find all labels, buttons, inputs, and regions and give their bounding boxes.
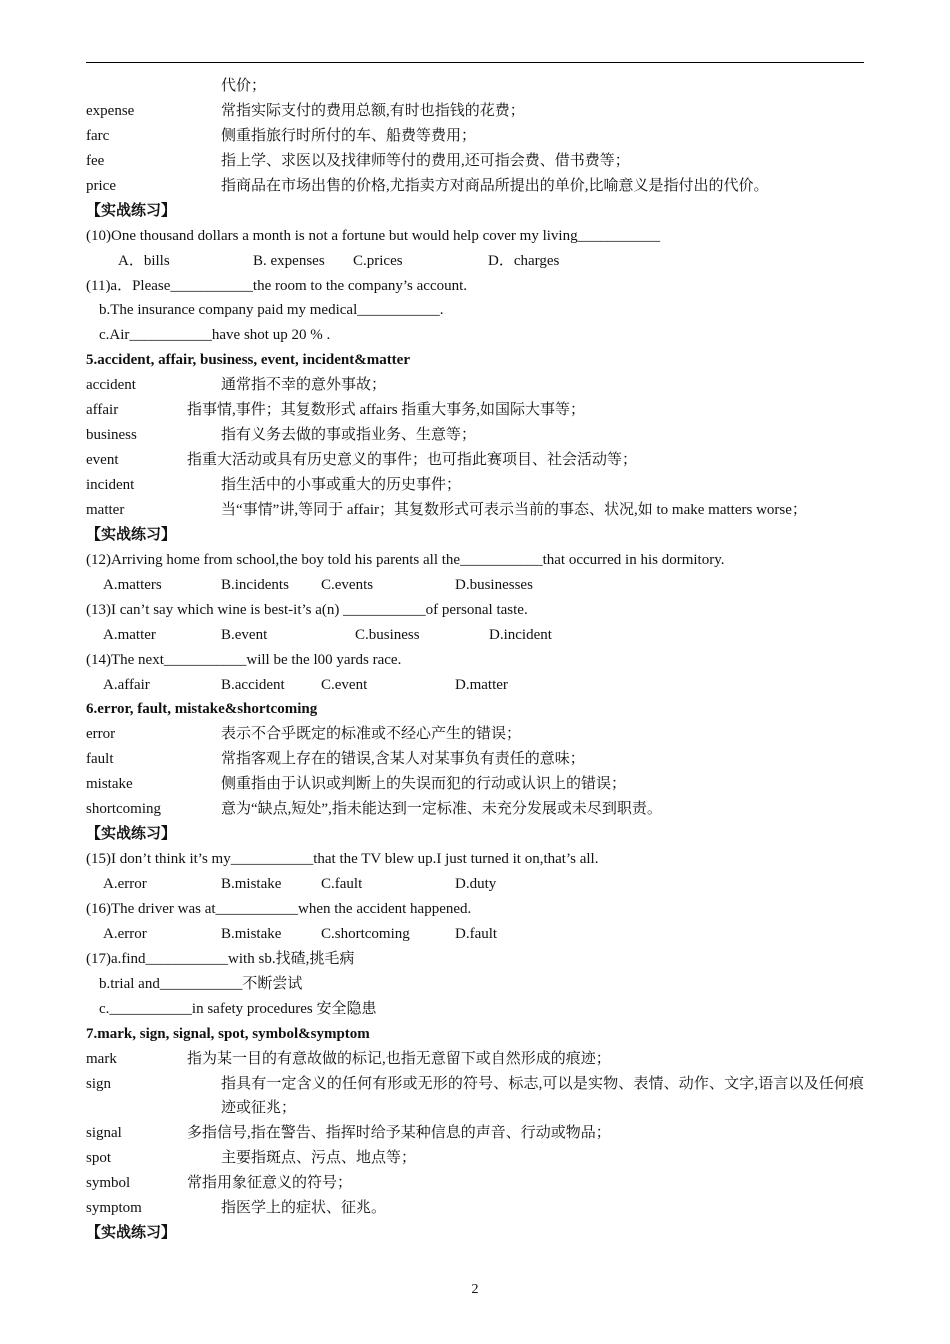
definition-row <box>86 448 864 473</box>
definition-term: symptom <box>86 1200 142 1217</box>
definition-text: 指生活中的小事或重大的历史事件； <box>221 477 462 493</box>
definition-text: 指上学、求医以及找律师等付的费用,还可指会费、借书费等； <box>221 152 630 169</box>
definition-text: 指具有一定含义的任何有形或无形的符号、标志,可以是实物、表情、动作、文字,语言以及任何痕迹或征兆； <box>221 1075 864 1117</box>
option-d: D.matter <box>455 676 508 693</box>
definition-row <box>86 498 864 523</box>
practice-label: 【实战练习】 <box>86 826 177 843</box>
definition-row <box>86 722 864 747</box>
question-16-stem: (16)The driver was at___________when the accident happened. <box>86 900 472 917</box>
option-d: D.duty <box>455 876 497 893</box>
page-number: 2 <box>471 1282 479 1297</box>
definition-row <box>86 1072 864 1122</box>
definition-term: mistake <box>86 776 133 793</box>
definition-text: 常指客观上存在的错误,含某人对某事负有责任的意味； <box>221 751 585 768</box>
option-b: B.accident <box>221 676 285 693</box>
option-a: A.error <box>103 876 147 893</box>
definition-row <box>86 99 864 124</box>
section-7-heading: 7.mark, sign, signal, spot, symbol&symptom <box>86 1025 370 1042</box>
header-rule <box>86 62 864 63</box>
question-12-options <box>86 573 864 598</box>
question-11-c: c.Air___________have shot up 20 % . <box>99 327 331 344</box>
option-b: B.mistake <box>221 925 282 942</box>
section-5-heading: 5.accident, affair, business, event, incident&matter <box>86 352 410 369</box>
option-b: B.event <box>221 626 268 643</box>
question-17-b: b.trial and___________不断尝试 <box>99 975 303 992</box>
definition-row <box>86 747 864 772</box>
option-d: D.incident <box>489 626 552 643</box>
question-15-options <box>86 872 864 897</box>
definition-term: affair <box>86 402 119 419</box>
question-15-stem: (15)I don’t think it’s my___________that the TV blew up.I just turned it on,that’s all. <box>86 851 599 868</box>
option-c: C.business <box>355 626 420 643</box>
definition-term: sign <box>86 1075 112 1092</box>
definition-term: matter <box>86 501 125 518</box>
definition-row <box>86 1146 864 1171</box>
continuation-line: 代价； <box>221 78 267 94</box>
option-b: B.incidents <box>221 576 289 593</box>
definition-text: 当“事情”讲,等同于 affair；其复数形式可表示当前的事态、状况,如 to make matters worse； <box>221 501 807 518</box>
definition-text: 侧重指旅行时所付的车、船费等费用； <box>221 127 477 144</box>
question-16-options <box>86 922 864 947</box>
definition-term: error <box>86 726 116 743</box>
option-c: C.prices <box>353 252 403 269</box>
definition-row <box>86 373 864 398</box>
question-10-options <box>86 249 864 274</box>
question-13-stem: (13)I can’t say which wine is best-it’s a(n) ___________of personal taste. <box>86 601 528 618</box>
definition-term: mark <box>86 1050 117 1067</box>
definition-row <box>86 174 864 199</box>
definition-text: 常指用象征意义的符号； <box>187 1175 353 1192</box>
definition-text: 指重大活动或具有历史意义的事件；也可指此赛项目、社会活动等； <box>187 452 638 469</box>
practice-label: 【实战练习】 <box>86 1225 177 1242</box>
option-c: C.event <box>321 676 368 693</box>
definition-term: expense <box>86 102 135 119</box>
definition-text: 侧重指由于认识或判断上的失误而犯的行动或认识上的错误； <box>221 776 627 793</box>
option-a: A.matters <box>103 576 162 593</box>
page-content <box>86 74 864 1246</box>
question-13-options <box>86 623 864 648</box>
option-d: D．charges <box>488 252 560 269</box>
definition-text: 意为“缺点,短处”,指未能达到一定标准、未充分发展或未尽到职责。 <box>221 801 662 818</box>
option-c: C.shortcoming <box>321 925 410 942</box>
question-12-stem: (12)Arriving home from school,the boy told his parents all the___________that occurred in his dormitory. <box>86 551 725 568</box>
option-b: B. expenses <box>253 252 325 269</box>
question-17-c: c.___________in safety procedures 安全隐患 <box>99 1000 377 1017</box>
definition-term: event <box>86 452 119 469</box>
definition-text: 多指信号,指在警告、指挥时给予某种信息的声音、行动或物品； <box>187 1125 611 1142</box>
practice-label: 【实战练习】 <box>86 526 177 543</box>
definition-text: 表示不合乎既定的标准或不经心产生的错误； <box>221 726 522 743</box>
definition-term: shortcoming <box>86 801 161 818</box>
definition-row <box>86 1196 864 1221</box>
question-10-stem: (10)One thousand dollars a month is not a fortune but would help cover my living___________ <box>86 227 661 244</box>
definition-term: farc <box>86 127 110 144</box>
option-a: A.matter <box>103 626 156 643</box>
definition-row <box>86 1047 864 1072</box>
definition-term: business <box>86 427 137 444</box>
question-14-options <box>86 673 864 698</box>
option-c: C.fault <box>321 876 363 893</box>
definition-text: 指有义务去做的事或指业务、生意等； <box>221 427 477 444</box>
question-11-b: b.The insurance company paid my medical___________. <box>99 302 444 319</box>
definition-text: 主要指斑点、污点、地点等； <box>221 1150 417 1167</box>
option-d: D.businesses <box>455 576 533 593</box>
definition-row <box>86 149 864 174</box>
definition-term: incident <box>86 477 135 493</box>
question-11-a: (11)a．Please___________the room to the company’s account. <box>86 277 468 294</box>
option-a: A．bills <box>118 252 170 269</box>
definition-term: accident <box>86 377 136 394</box>
option-d: D.fault <box>455 925 498 942</box>
definition-row <box>86 797 864 822</box>
definition-row <box>86 124 864 149</box>
definition-text: 通常指不幸的意外事故； <box>221 377 387 394</box>
definition-row <box>86 423 864 448</box>
definition-text: 指事情,事件；其复数形式 affairs 指重大事务,如国际大事等； <box>187 402 586 419</box>
definition-term: spot <box>86 1150 112 1167</box>
definition-row <box>86 1171 864 1196</box>
question-14-stem: (14)The next___________will be the l00 yards race. <box>86 651 402 668</box>
definition-row <box>86 398 864 423</box>
option-a: A.error <box>103 925 147 942</box>
definition-row <box>86 473 864 498</box>
definition-row <box>86 772 864 797</box>
definition-term: fee <box>86 152 105 169</box>
definition-row <box>86 1121 864 1146</box>
definition-term: signal <box>86 1125 122 1142</box>
option-a: A.affair <box>103 676 150 693</box>
question-17-a: (17)a.find___________with sb.找碴,挑毛病 <box>86 950 355 967</box>
option-b: B.mistake <box>221 876 282 893</box>
definition-text: 指为某一目的有意故做的标记,也指无意留下或自然形成的痕迹； <box>187 1050 611 1067</box>
practice-label: 【实战练习】 <box>86 202 177 219</box>
definition-term: price <box>86 177 116 194</box>
definition-text: 常指实际支付的费用总额,有时也指钱的花费； <box>221 102 525 119</box>
definition-text: 指医学上的症状、征兆。 <box>221 1200 387 1217</box>
option-c: C.events <box>321 576 374 593</box>
definition-term: symbol <box>86 1175 131 1192</box>
definition-term: fault <box>86 751 114 768</box>
definition-text: 指商品在市场出售的价格,尤指卖方对商品所提出的单价,比喻意义是指付出的代价。 <box>221 177 769 194</box>
section-6-heading: 6.error, fault, mistake&shortcoming <box>86 701 318 718</box>
